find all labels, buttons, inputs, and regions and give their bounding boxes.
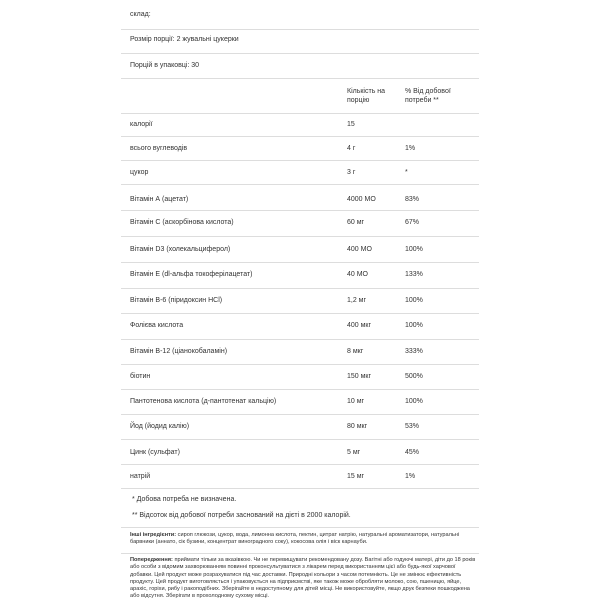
divider (121, 236, 479, 237)
nutrient-daily-value: 100% (405, 322, 423, 329)
divider (121, 553, 479, 554)
nutrient-daily-value: 45% (405, 449, 420, 456)
divider (121, 29, 479, 30)
nutrient-daily-value: * (405, 169, 408, 176)
warning-notice (130, 557, 476, 601)
nutrient-amount: 400 мкг (347, 322, 372, 329)
nutrient-name: Вітамін А (ацетат) (130, 196, 189, 203)
nutrient-amount: 10 мг (347, 398, 365, 405)
divider (121, 53, 479, 54)
nutrient-name: Цинк (сульфат) (130, 449, 180, 456)
footnote-not-established: * Добова потреба не визначена. (132, 496, 237, 503)
supplement-facts-panel (121, 0, 479, 600)
nutrient-daily-value: 67% (405, 219, 420, 226)
divider (121, 288, 479, 289)
divider (121, 389, 479, 390)
ingredients-label: Інші інгредієнти: (130, 532, 177, 538)
nutrient-name: Вітамін В-6 (піридоксин HCl) (130, 297, 223, 304)
nutrient-amount: 15 мг (347, 473, 365, 480)
nutrient-amount: 150 мкг (347, 373, 372, 380)
column-header-amount: Кількість на порцію (347, 88, 386, 104)
nutrient-amount: 5 мг (347, 449, 361, 456)
facts-title: склад: (130, 11, 151, 18)
nutrient-name: Фолієва кислота (130, 322, 184, 329)
nutrient-name: Пантотенова кислота (д-пантотенат кальцію) (130, 398, 277, 405)
nutrient-amount: 8 мкг (347, 348, 364, 355)
nutrient-amount: 400 МО (347, 246, 372, 253)
nutrient-name: калорії (130, 121, 153, 128)
nutrient-daily-value: 100% (405, 297, 423, 304)
nutrient-daily-value: 500% (405, 373, 423, 380)
nutrient-name: натрій (130, 473, 151, 480)
nutrient-amount: 4 г (347, 145, 356, 152)
nutrient-daily-value: 1% (405, 473, 416, 480)
servings-per-container: Порцій в упаковці: 30 (130, 62, 200, 69)
divider (121, 184, 479, 185)
divider (121, 414, 479, 415)
divider (121, 464, 479, 465)
serving-size: Розмір порції: 2 жувальні цукерки (130, 36, 239, 43)
divider (121, 160, 479, 161)
warning-label: Попередження: (130, 557, 173, 563)
nutrient-daily-value: 100% (405, 398, 423, 405)
footnote-daily-value-basis: ** Відсоток від добової потреби заснований на дієті в 2000 калорій. (132, 512, 351, 519)
divider (121, 364, 479, 365)
nutrient-daily-value: 100% (405, 246, 423, 253)
nutrient-amount: 3 г (347, 169, 356, 176)
nutrient-daily-value: 83% (405, 196, 420, 203)
nutrient-amount: 80 мкг (347, 423, 368, 430)
nutrient-amount: 4000 МО (347, 196, 376, 203)
divider (121, 210, 479, 211)
divider (121, 78, 479, 79)
nutrient-amount: 40 МО (347, 271, 369, 278)
divider (121, 136, 479, 137)
nutrient-name: Вітамін В-12 (ціанокобаламін) (130, 348, 228, 355)
nutrient-daily-value: 133% (405, 271, 423, 278)
divider (121, 339, 479, 340)
warning-text: приймати тільки за вказівкою. Чи не перевищувати рекомендовану дозу. Вагітні або годуючі матері, діти до 18 років або особи з відомим захворюванням повинні проконсультуватися з лікарем перед використанням цієї або будь-якої харчової добавки. Цей продукт може розрахуватися під час доставки. Природні кольори з часом потемніють. Це не змінює ефективність продукту. Цей продукт виготовляється і упаковується на підприємстві, яке також може обробляти молоко, сою, пшеницю, яйце, арахіс, горіхи, рибу і ракоподібних. Зберігайте в недоступному для дітей місці. Не використовуйте, якщо друк безпеки пошкоджена або відсутня. Зберігати в прохолодному сухому місці. (130, 557, 476, 600)
nutrient-name: Йод (йодид калію) (130, 423, 190, 430)
nutrient-daily-value: 53% (405, 423, 420, 430)
nutrient-name: Вітамін Е (dl-альфа токоферілацетат) (130, 271, 253, 278)
nutrient-name: Вітамін D3 (холекальциферол) (130, 246, 231, 253)
nutrient-amount: 1,2 мг (347, 297, 367, 304)
column-header-daily-value: % Від добової потреби ** (405, 88, 451, 104)
divider (121, 488, 479, 489)
nutrient-daily-value: 1% (405, 145, 416, 152)
nutrient-name: цукор (130, 169, 149, 176)
nutrient-name: Вітамін С (аскорбінова кислота) (130, 219, 234, 226)
divider (121, 439, 479, 440)
other-ingredients (130, 532, 476, 547)
ingredients-text: сироп глюкози, цукор, вода, лимонна кислота, пектин, цитрат натрію, натуральні ароматизатори, натуральні барвники (аннато, сік бузини, концентрат виноградного соку), кокосова олія і віск карнауби. (130, 532, 460, 546)
divider (121, 527, 479, 528)
nutrient-amount: 60 мг (347, 219, 365, 226)
divider (121, 113, 479, 114)
nutrient-name: всього вуглеводів (130, 145, 188, 152)
nutrient-amount: 15 (347, 121, 355, 128)
nutrient-name: біотин (130, 373, 151, 380)
nutrient-daily-value: 333% (405, 348, 423, 355)
divider (121, 313, 479, 314)
divider (121, 262, 479, 263)
